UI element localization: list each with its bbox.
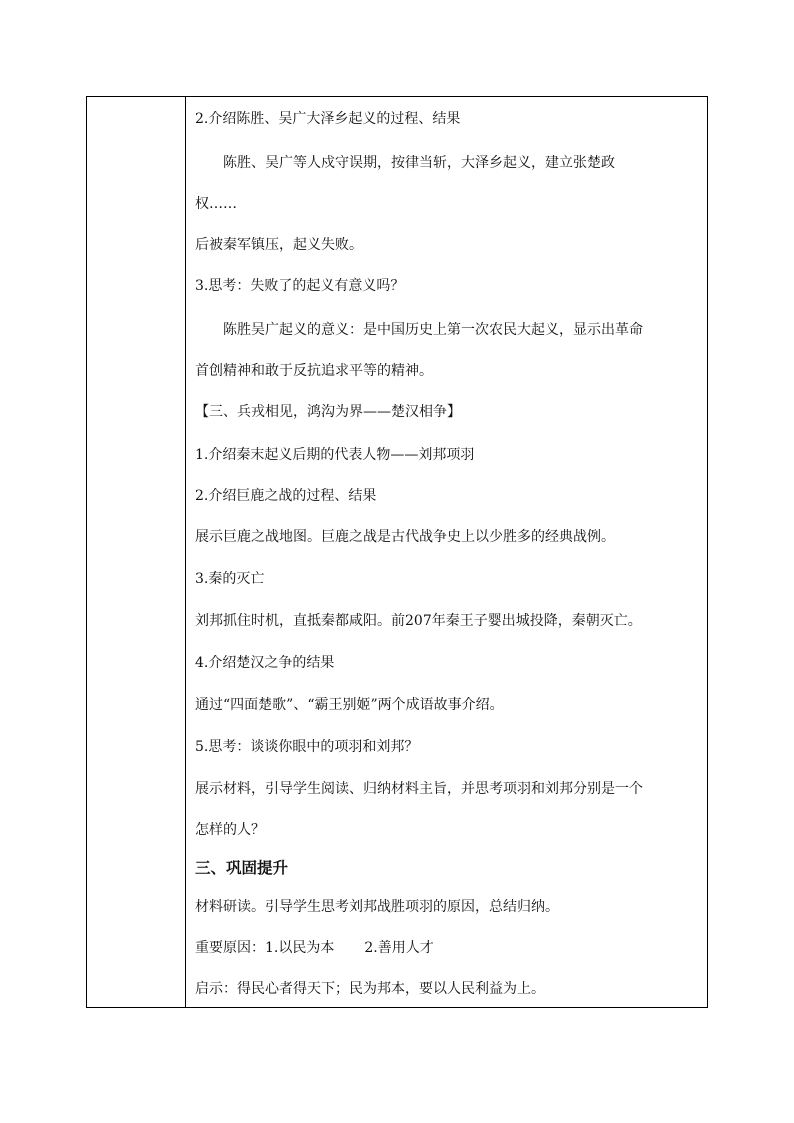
text-line: 通过“四面楚歌”、“霸王别姬”两个成语故事介绍。 [195, 697, 504, 713]
section-heading-bracket: 【三、兵戎相见，鸿沟为界——楚汉相争】 [195, 404, 461, 420]
text-line: 2.介绍巨鹿之战的过程、结果 [195, 488, 377, 504]
text-line: 材料研读。引导学生思考刘邦战胜项羽的原因，总结归纳。 [195, 899, 559, 915]
text-line: 展示巨鹿之战地图。巨鹿之战是古代战争史上以少胜多的经典战例。 [195, 529, 615, 545]
table-left-column [87, 97, 186, 1007]
text-line: 5.思考：谈谈你眼中的项羽和刘邦？ [195, 739, 419, 755]
text-line: 刘邦抓住时机，直抵秦都咸阳。前207年秦王子婴出城投降，秦朝灭亡。 [195, 613, 642, 629]
text-line: 3.秦的灭亡 [195, 571, 265, 587]
text-line: 首创精神和敢于反抗追求平等的精神。 [195, 363, 433, 379]
reason-second: 2.善用人才 [364, 940, 434, 956]
section-heading: 三、巩固提升 [195, 859, 289, 877]
text-line: 3.思考：失败了的起义有意义吗？ [195, 278, 405, 294]
text-line: 展示材料，引导学生阅读、归纳材料主旨，并思考项羽和刘邦分别是一个 [195, 781, 643, 797]
text-line: 后被秦军镇压，起义失败。 [195, 237, 363, 253]
reason-label: 重要原因：1.以民为本 [195, 940, 335, 956]
table-content-cell [195, 97, 703, 1007]
text-line: 怎样的人？ [195, 822, 265, 838]
text-line: 陈胜吴广起义的意义：是中国历史上第一次农民大起义，显示出革命 [223, 322, 643, 338]
lesson-table [86, 96, 708, 1008]
text-line: 陈胜、吴广等人戍守误期，按律当斩，大泽乡起义，建立张楚政 [223, 155, 615, 171]
text-line [195, 939, 434, 957]
text-line: 4.介绍楚汉之争的结果 [195, 655, 335, 671]
text-line: 1.介绍秦末起义后期的代表人物——刘邦项羽 [195, 447, 475, 463]
text-line: 启示：得民心者得天下；民为邦本，要以人民利益为上。 [195, 981, 545, 997]
text-line: 权…… [195, 196, 237, 212]
text-line: 2.介绍陈胜、吴广大泽乡起义的过程、结果 [195, 111, 461, 127]
